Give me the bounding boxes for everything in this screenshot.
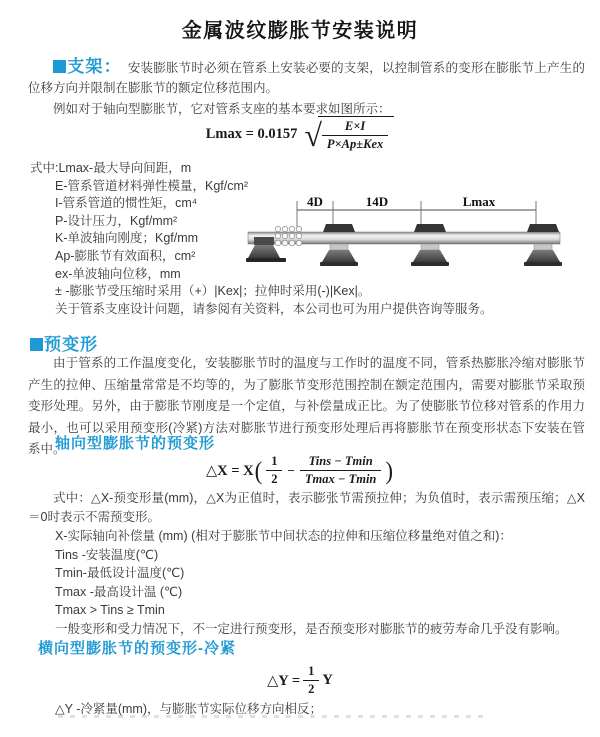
close-paren: ) <box>385 456 394 485</box>
axial-list-item: Tins -安装温度(℃) <box>55 547 159 562</box>
section-marker-square <box>53 60 66 73</box>
dimension-label-lmax: Lmax <box>462 194 496 209</box>
support-intro-text: 安装膨胀节时必须在管系上安装必要的支架，以控制管系的变形在膨胀节上产生的位移方向并限制在膨胀节的额定位移范围内。 <box>28 61 585 95</box>
temp-denominator: Tmax − Tmin <box>300 470 381 487</box>
definition-item: ± -膨胀节受压缩时采用（+）|Kex|；拉伸时采用(-)|Kex|。 <box>55 284 371 299</box>
half-numerator: 1 <box>271 454 278 468</box>
pipe-support <box>524 224 562 266</box>
clipped-text-artifact <box>58 715 488 718</box>
axial-list-item: Tmax > Tins ≥ Tmin <box>55 603 165 617</box>
sqrt-glyph: √ <box>304 117 322 153</box>
axial-list-item: X-实际轴向补偿量 (mm) (相对于膨胀节中间状态的拉伸和压缩位移量绝对值之和)： <box>55 529 512 543</box>
temperature-fraction <box>300 454 381 487</box>
formula3-rhs: Y <box>322 672 333 688</box>
dimension-label-4d: 4D <box>307 194 323 209</box>
lateral-coldtight-formula <box>0 664 600 697</box>
minus-sign: − <box>287 462 295 478</box>
definition-item: K-单波轴向刚度；Kgf/mm <box>55 231 199 246</box>
definition-item: I-管系管道的惯性矩，cm⁴ <box>55 196 198 211</box>
lateral-predeform-heading: 横向型膨胀节的预变形-冷紧 <box>38 640 236 657</box>
definition-item: P-设计压力，Kgf/mm² <box>55 213 178 228</box>
predeform-section-heading <box>30 330 98 355</box>
definition-item: Ap-膨胀节有效面积，cm² <box>55 248 196 263</box>
pipe-support <box>411 224 449 266</box>
predeform-paragraph: 由于管系的工作温度变化，安装膨胀节时的温度与工作时的温度不同，管系热膨胀冷缩对膨胀节产生的拉伸、压缩量常常是不均等的，为了膨胀节变形范围控制在额定范围内，需要对膨胀节采取预变形处理。另外，由于膨胀节刚度是一个定值，与补偿量成正比。为了使膨胀节位移对管系的作用力最小，也可以采用预变形(冷紧)方法对膨胀节进行预变形处理后再将膨胀节在预变形状态下安装在管系中。 <box>28 356 585 456</box>
one-half-fraction <box>266 454 282 487</box>
axial-list-item: 一般变形和受力情况下，不一定进行预变形，是否预变形对膨胀节的疲劳寿命几乎没有影响。 <box>55 621 568 636</box>
support-example-line: 例如对于轴向型膨胀节，它对管系支座的基本要求如图所示： <box>53 102 391 116</box>
axial-list-item: Tmax -最高设计温 (℃) <box>55 584 183 599</box>
support-intro-paragraph <box>28 58 585 98</box>
axial-formula-explanation: 式中：△X-预变形量(mm)，△X为正值时，表示膨张节需预拉伸；为负值时，表示需预压缩；△X＝0时表示不需预变形。 <box>28 491 585 524</box>
axial-variable-list <box>55 527 575 638</box>
guide-spacing-formula <box>0 116 600 152</box>
support-section-heading: 支架： <box>67 57 122 76</box>
formula2-lhs: △X = X <box>205 462 254 479</box>
definition-item: 式中:Lmax-最大导向间距，m <box>30 161 192 175</box>
open-paren: ( <box>254 456 263 485</box>
formula1-numerator: E×I <box>344 119 366 133</box>
formula1-fraction <box>322 119 388 152</box>
definition-item: E-管系管道材料弹性模量，Kgf/cm² <box>55 178 249 193</box>
dimension-label-14d: 14D <box>365 194 389 209</box>
formula1-denominator: P×Ap±Kex <box>322 135 388 152</box>
pipe-support <box>320 224 358 266</box>
page-title: 金属波纹膨胀节安装说明 <box>181 20 419 42</box>
formula1-lhs: Lmax = 0.0157 <box>205 125 298 142</box>
one-half-fraction <box>303 664 319 697</box>
half-denominator: 2 <box>303 680 319 697</box>
half-numerator: 1 <box>308 664 315 678</box>
definition-item: ex-单波轴向位移，mm <box>55 266 181 281</box>
formula3-lhs: △Y = <box>267 672 301 689</box>
half-denominator: 2 <box>266 470 282 487</box>
temp-numerator: Tins − Tmin <box>308 454 373 468</box>
axial-list-item: Tmin-最低设计温度(℃) <box>55 566 185 580</box>
radical-sign <box>304 116 394 152</box>
axial-predeform-formula <box>0 454 600 487</box>
definition-item: 关于管系支座设计问题，请参阅有关资料，本公司也可为用户提供咨询等服务。 <box>55 301 493 316</box>
predeform-heading-text: 预变形 <box>44 335 98 354</box>
axial-predeform-heading: 轴向型膨胀节的预变形 <box>55 435 216 452</box>
section-marker-square <box>30 338 43 351</box>
lateral-note-line: △Y -冷紧量(mm)，与膨胀节实际位移方向相反； <box>55 702 323 716</box>
pipe-support-diagram <box>242 192 594 288</box>
